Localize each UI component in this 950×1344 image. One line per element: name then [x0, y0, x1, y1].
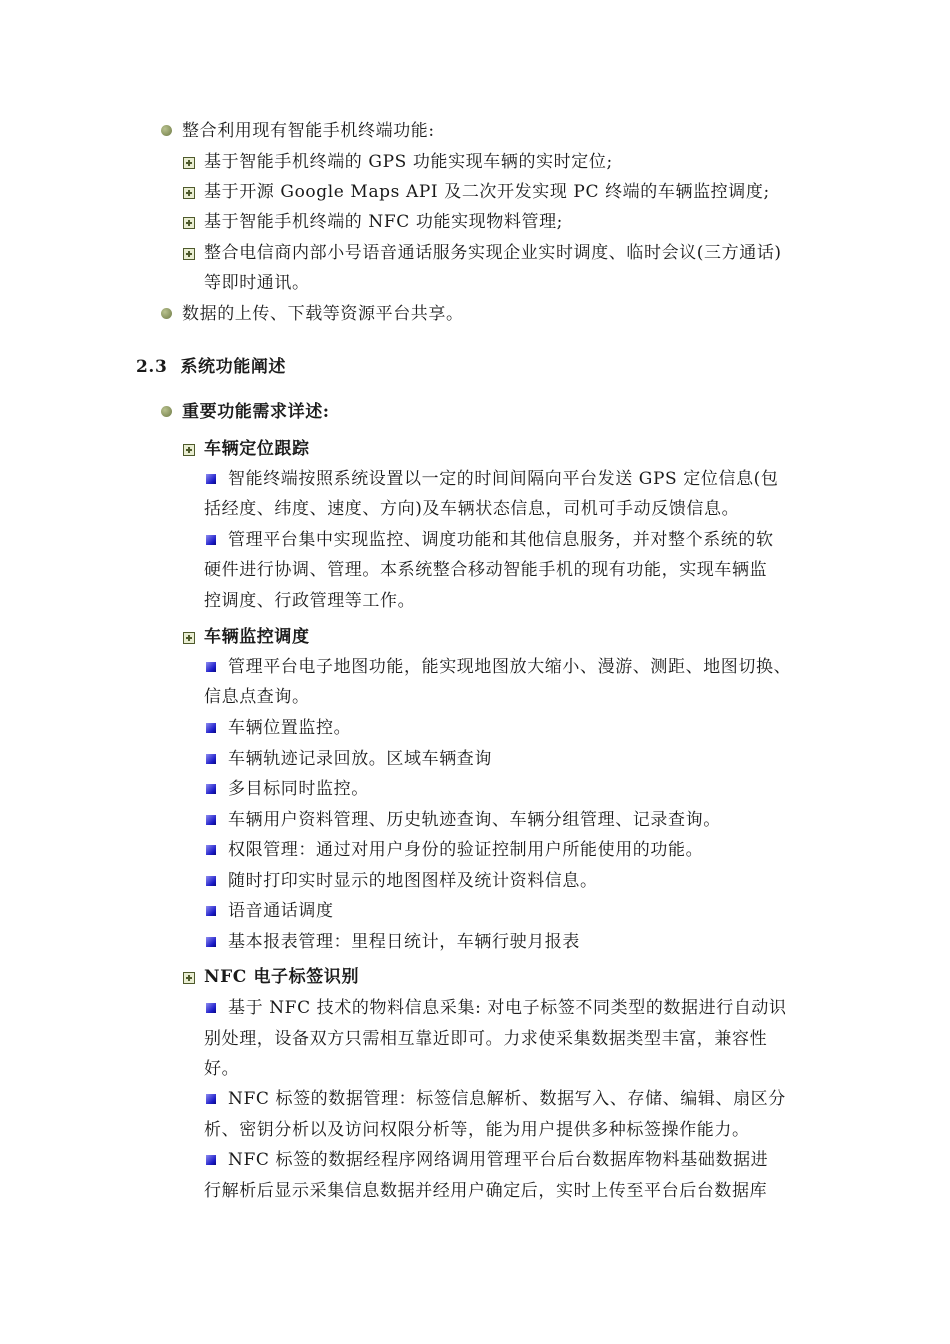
sub-list-item: 基于开源 Google Maps API 及二次开发实现 PC 终端的车辆监控调度; — [204, 182, 770, 202]
group-line: 硬件进行协调、管理。本系统整合移动智能手机的现有功能，实现车辆监 — [204, 560, 768, 580]
sub-list-item-continuation: 等即时通讯。 — [204, 273, 310, 293]
group-line: 权限管理：通过对用户身份的验证控制用户所能使用的功能。 — [228, 840, 704, 860]
list-item: 整合利用现有智能手机终端功能: — [182, 121, 435, 141]
group-line: 管理平台集中实现监控、调度功能和其他信息服务，并对整个系统的软 — [228, 530, 774, 550]
bullet-box-icon — [183, 157, 195, 169]
bullet-box-icon — [183, 444, 195, 456]
section-heading — [136, 352, 286, 377]
bullet-dot-icon — [161, 308, 172, 319]
group-line: 智能终端按照系统设置以一定的时间间隔向平台发送 GPS 定位信息(包 — [228, 469, 779, 489]
group-line: 随时打印实时显示的地图图样及统计资料信息。 — [228, 871, 598, 891]
bullet-box-icon — [183, 217, 195, 229]
bullet-box-icon — [183, 632, 195, 644]
group-line: 信息点查询。 — [204, 687, 310, 707]
bullet-square-icon — [206, 906, 216, 916]
group-line: 基于 NFC 技术的物料信息采集: 对电子标签不同类型的数据进行自动识 — [228, 998, 787, 1018]
bullet-box-icon — [183, 248, 195, 260]
list-item: 数据的上传、下载等资源平台共享。 — [182, 304, 464, 324]
bullet-square-icon — [206, 1155, 216, 1165]
bullet-square-icon — [206, 876, 216, 886]
group-line: 括经度、纬度、速度、方向)及车辆状态信息，司机可手动反馈信息。 — [204, 499, 740, 519]
bullet-square-icon — [206, 1003, 216, 1013]
bullet-dot-icon — [161, 406, 172, 417]
bullet-square-icon — [206, 754, 216, 764]
group-line: 语音通话调度 — [228, 901, 334, 921]
section-title: 系统功能阐述 — [180, 357, 287, 377]
group-title: NFC 电子标签识别 — [204, 967, 360, 987]
group-line: 车辆位置监控。 — [228, 718, 352, 738]
sub-list-item: 基于智能手机终端的 NFC 功能实现物料管理; — [204, 212, 564, 232]
group-line: 车辆轨迹记录回放。区域车辆查询 — [228, 749, 492, 769]
bullet-square-icon — [206, 937, 216, 947]
bullet-dot-icon — [161, 125, 172, 136]
bullet-square-icon — [206, 723, 216, 733]
group-title: 车辆定位跟踪 — [204, 439, 310, 459]
requirements-title: 重要功能需求详述: — [182, 402, 330, 422]
group-line: 行解析后显示采集信息数据并经用户确定后，实时上传至平台后台数据库 — [204, 1181, 768, 1201]
bullet-box-icon — [183, 187, 195, 199]
group-line: 析、密钥分析以及访问权限分析等，能为用户提供多种标签操作能力。 — [204, 1120, 750, 1140]
group-line: 基本报表管理：里程日统计，车辆行驶月报表 — [228, 932, 580, 952]
bullet-square-icon — [206, 662, 216, 672]
sub-list-item: 整合电信商内部小号语音通话服务实现企业实时调度、临时会议(三方通话) — [204, 243, 782, 263]
group-line: 多目标同时监控。 — [228, 779, 369, 799]
bullet-box-icon — [183, 972, 195, 984]
bullet-square-icon — [206, 784, 216, 794]
group-line: NFC 标签的数据经程序网络调用管理平台后台数据库物料基础数据进 — [228, 1150, 769, 1170]
group-line: 好。 — [204, 1059, 240, 1079]
section-number: 2.3 — [136, 357, 168, 377]
bullet-square-icon — [206, 1094, 216, 1104]
bullet-square-icon — [206, 535, 216, 545]
group-line: 别处理，设备双方只需相互靠近即可。力求使采集数据类型丰富，兼容性 — [204, 1029, 768, 1049]
group-line: 管理平台电子地图功能，能实现地图放大缩小、漫游、测距、地图切换、 — [228, 657, 792, 677]
sub-list-item: 基于智能手机终端的 GPS 功能实现车辆的实时定位; — [204, 152, 613, 172]
group-title: 车辆监控调度 — [204, 627, 310, 647]
bullet-square-icon — [206, 474, 216, 484]
group-line: 控调度、行政管理等工作。 — [204, 591, 416, 611]
group-line: 车辆用户资料管理、历史轨迹查询、车辆分组管理、记录查询。 — [228, 810, 721, 830]
group-line: NFC 标签的数据管理：标签信息解析、数据写入、存储、编辑、扇区分 — [228, 1089, 786, 1109]
bullet-square-icon — [206, 845, 216, 855]
bullet-square-icon — [206, 815, 216, 825]
